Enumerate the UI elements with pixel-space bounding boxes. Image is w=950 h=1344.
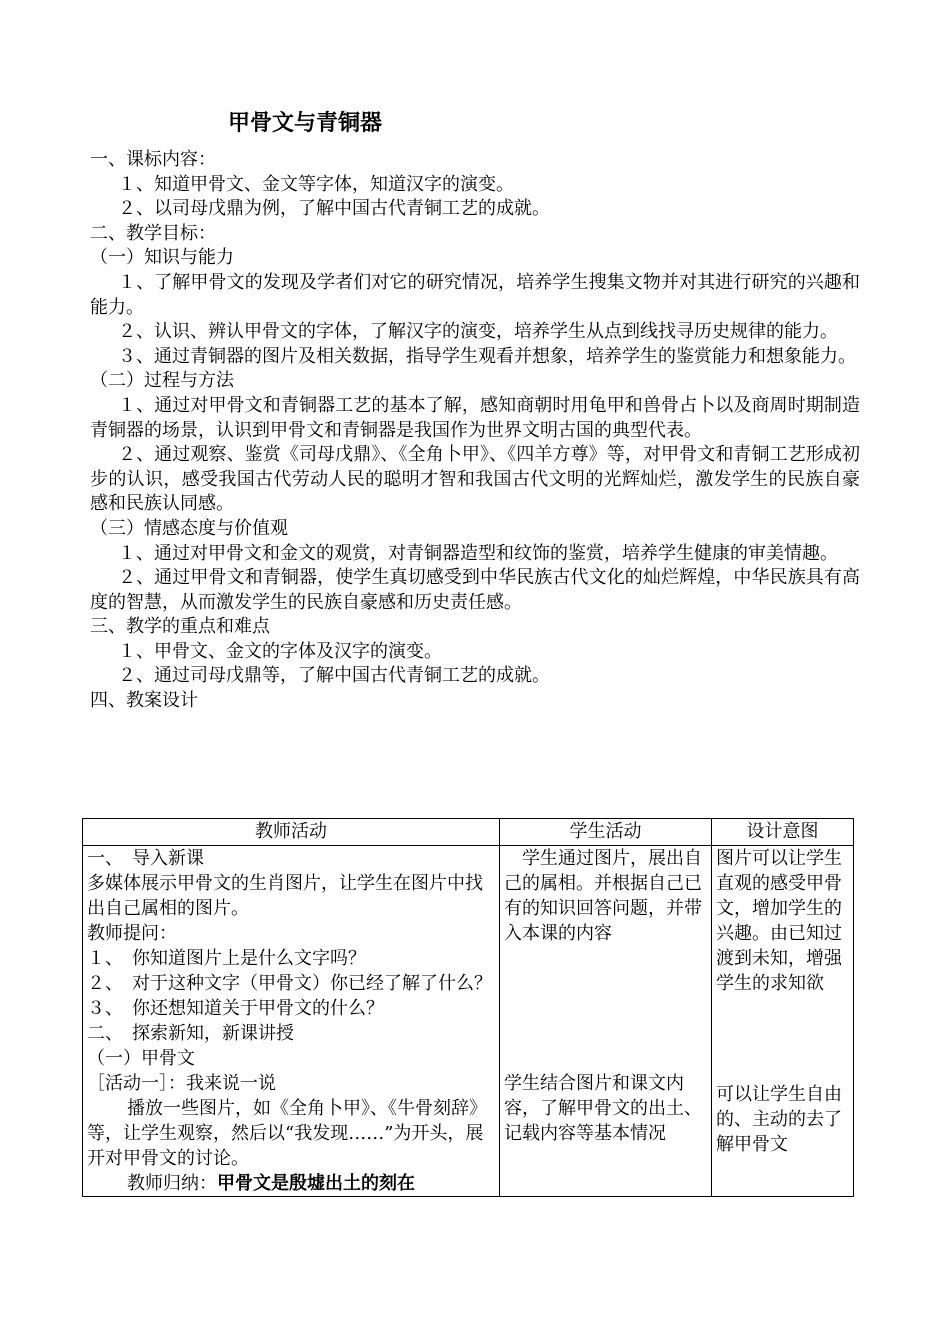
cell-line: （一）甲骨文 xyxy=(87,1048,195,1069)
paragraph: １、了解甲骨文的发现及学者们对它的研究情况，培养学生搜集文物并对其进行研究的兴趣和能力。 xyxy=(90,271,860,318)
paragraph: ２、以司母戊鼎为例，了解中国古代青铜工艺的成就。 xyxy=(118,198,550,220)
section-heading: 一、课标内容： xyxy=(90,149,216,170)
student-activity-cell xyxy=(500,846,712,1197)
cell-line: 二、 探索新知，新课讲授 xyxy=(87,1023,294,1044)
summary-label: 教师归纳： xyxy=(127,1173,217,1194)
paragraph: １、甲骨文、金文的字体及汉字的演变。 xyxy=(118,640,442,662)
subsection-heading: （一）知识与能力 xyxy=(90,247,234,269)
column-header-teacher: 教师活动 xyxy=(83,819,500,846)
paragraph: １、知道甲骨文、金文等字体，知道汉字的演变。 xyxy=(118,173,514,195)
teacher-activity-cell xyxy=(83,846,500,1197)
paragraph: １、通过对甲骨文和金文的观赏，对青铜器造型和纹饰的鉴赏，培养学生健康的审美情趣。 xyxy=(118,542,838,564)
design-intent-cell xyxy=(712,846,854,1197)
document-body xyxy=(90,148,860,714)
cell-line: 多媒体展示甲骨文的生肖图片，让学生在图片中找出自己属相的图片。 xyxy=(87,873,483,919)
summary-bold-text: 甲骨文是殷墟出土的刻在 xyxy=(217,1173,415,1194)
cell-line: 教师提问： xyxy=(87,923,177,944)
section-heading: 二、教学目标： xyxy=(90,222,216,244)
table-row xyxy=(83,846,854,1197)
cell-text: 学生通过图片，展出自己的属相。并根据自己已有的知识回答问题，并带入本课的内容 xyxy=(504,848,702,944)
page-title: 甲骨文与青铜器 xyxy=(228,111,383,136)
paragraph: ３、通过青铜器的图片及相关数据，指导学生观看并想象，培养学生的鉴赏能力和想象能力。 xyxy=(118,345,856,367)
subsection-heading: （二）过程与方法 xyxy=(90,370,234,392)
cell-line: ２、 对于这种文字（甲骨文）你已经了解了什么？ xyxy=(87,973,492,994)
paragraph: ２、通过司母戊鼎等，了解中国古代青铜工艺的成就。 xyxy=(118,665,550,687)
cell-line xyxy=(87,1171,495,1196)
cell-line: 播放一些图片，如《全角卜甲》、《牛骨刻辞》等，让学生观察，然后以“我发现……”为开头，展开对甲骨文的讨论。 xyxy=(87,1098,487,1169)
paragraph: ２、认识、辨认甲骨文的字体，了解汉字的演变，培养学生从点到线找寻历史规律的能力。 xyxy=(118,321,838,343)
column-header-intent: 设计意图 xyxy=(712,819,854,846)
table-header-row xyxy=(83,819,854,846)
section-heading: 四、教案设计 xyxy=(90,690,198,712)
paragraph: １、通过对甲骨文和青铜器工艺的基本了解，感知商朝时用龟甲和兽骨占卜以及商周时期制造青铜器的场景，认识到甲骨文和青铜器是我国作为世界文明古国的典型代表。 xyxy=(90,394,860,441)
cell-text: 可以让学生自由的、主动的去了解甲骨文 xyxy=(716,1084,842,1155)
cell-line: ３、 你还想知道关于甲骨文的什么？ xyxy=(87,998,384,1019)
cell-line: 一、 导入新课 xyxy=(87,848,204,869)
section-heading: 三、教学的重点和难点 xyxy=(90,616,270,638)
cell-text: 学生结合图片和课文内容，了解甲骨文的出土、记载内容等基本情况 xyxy=(504,1073,702,1144)
paragraph: ２、通过甲骨文和青铜器，使学生真切感受到中华民族古代文化的灿烂辉煌，中华民族具有高度的智慧，从而激发学生的民族自豪感和历史责任感。 xyxy=(90,567,860,613)
lesson-plan-table xyxy=(82,818,854,1197)
cell-line: １、 你知道图片上是什么文字吗？ xyxy=(87,948,366,969)
subsection-heading: （三）情感态度与价值观 xyxy=(90,517,288,539)
cell-text: 图片可以让学生直观的感受甲骨文，增加学生的兴趣。由已知过渡到未知，增强学生的求知欲 xyxy=(716,848,842,994)
cell-line: ［活动一］：我来说一说 xyxy=(87,1073,276,1094)
paragraph: ２、通过观察、鉴赏《司母戊鼎》、《全角卜甲》、《四羊方尊》等，对甲骨文和青铜工艺形成初步的认识，感受我国古代劳动人民的聪明才智和我国古代文明的光辉灿烂，激发学生的民族自豪感和民族认同感。 xyxy=(90,444,860,515)
column-header-student: 学生活动 xyxy=(500,819,712,846)
